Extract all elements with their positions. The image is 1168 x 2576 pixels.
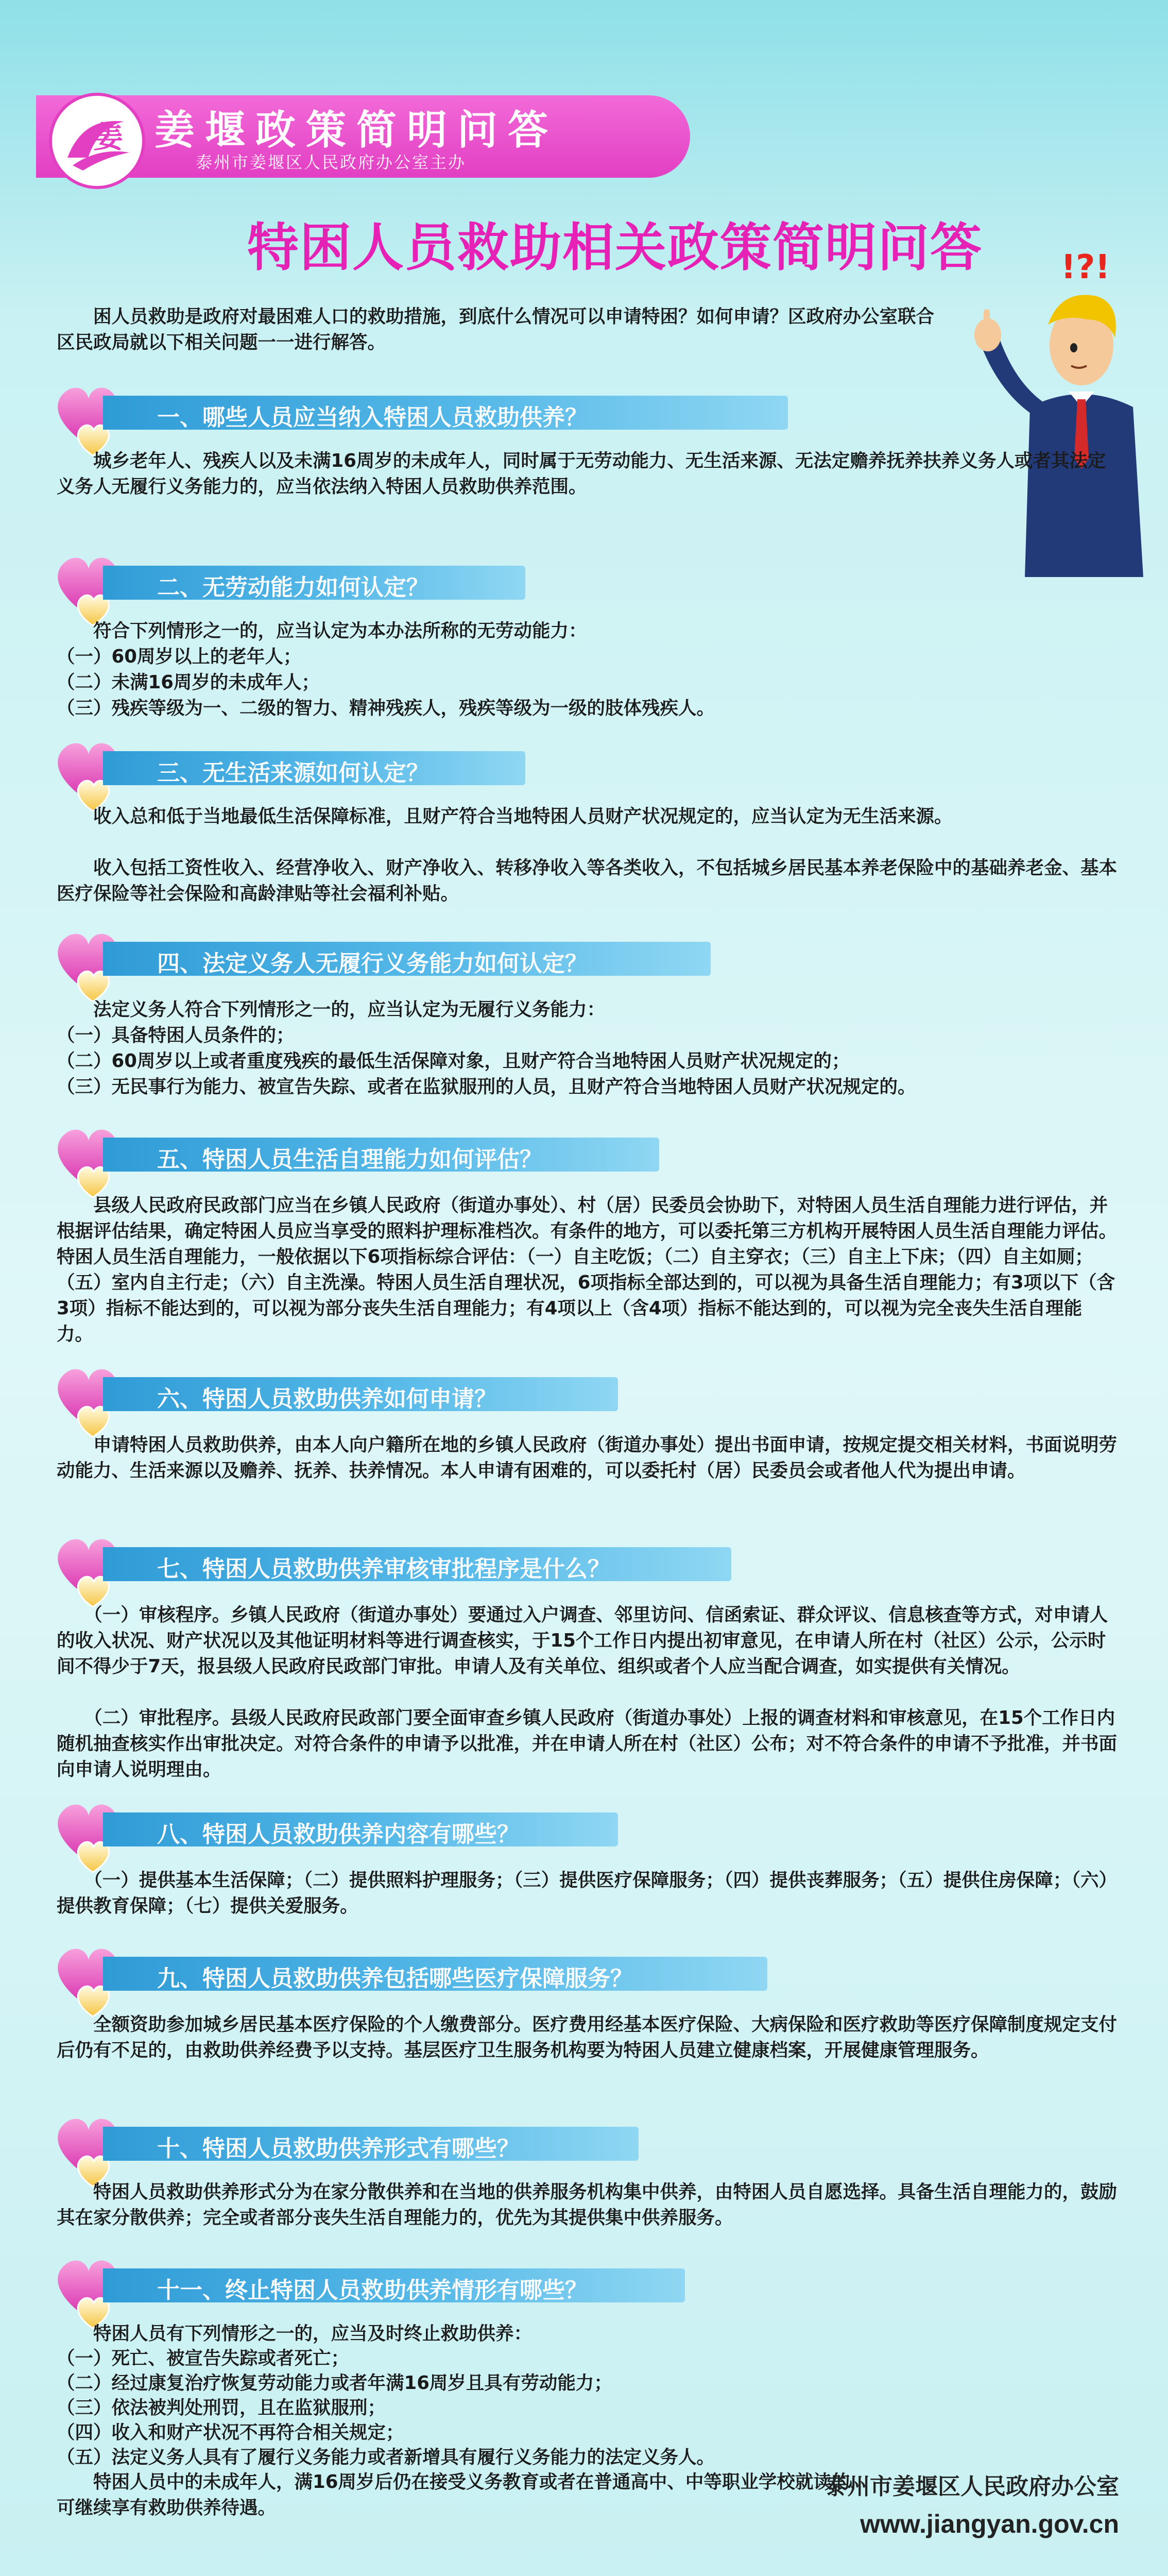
section-5-body: 县级人民政府民政部门应当在乡镇人民政府（街道办事处）、村（居）民委员会协助下，对特困人员生活自理能力进行评估，并根据评估结果，确定特困人员应当享受的照料护理标准档次。有条件的地方，可以委托第三方机构开展特困人员生活自理能力评估。特困人员生活自理能力，一般依据以下6项指标综合评估：（一）自主吃饭；（二）自主穿衣；（三）自主上下床；（四）自主如厕；（五）室内自主行走；（六）自主洗澡。特困人员生活自理状况，6项指标全部达到的，可以视为具备生活自理能力；有3项以下（含3项）指标不能达到的，可以视为部分丧失生活自理能力；有4项以上（含4项）指标不能达到的，可以视为完全丧失生活自理能力。 [57, 1195, 1118, 1345]
section-2-item: （三）残疾等级为一、二级的智力、精神残疾人，残疾等级为一级的肢体残疾人。 [57, 698, 715, 719]
section-4-item: （三）无民事行为能力、被宣告失踪、或者在监狱服刑的人员，且财产符合当地特困人员财产状况规定的。 [57, 1076, 916, 1097]
section-8-body: （一）提供基本生活保障；（二）提供照料护理服务；（三）提供医疗保障服务；（四）提供丧葬服务；（五）提供住房保障；（六）提供教育保障；（七）提供关爱服务。 [57, 1870, 1118, 1917]
intro-paragraph: 困人员救助是政府对最困难人口的救助措施，到底什么情况可以申请特困？如何申请？区政府办公室联合区民政局就以下相关问题一一进行解答。 [57, 306, 935, 353]
section-2-item: （一）60周岁以上的老年人； [57, 646, 302, 667]
section-4-item: （一）具备特困人员条件的； [57, 1025, 295, 1046]
section-3-body: 收入总和低于当地最低生活保障标准，且财产符合当地特困人员财产状况规定的，应当认定为无生活来源。 [57, 806, 953, 827]
footer-organization: 泰州市姜堰区人民政府办公室 [825, 2473, 1119, 2500]
section-4-item: （二）60周岁以上或者重度残疾的最低生活保障对象，且财产符合当地特困人员财产状况规定的； [57, 1050, 850, 1072]
logo-icon [49, 93, 145, 189]
section-7-body: （二）审批程序。县级人民政府民政部门要全面审查乡镇人民政府（街道办事处）上报的调查材料和审核意见，在15个工作日内随机抽查核实作出审批决定。对符合条件的申请予以批准，并在申请人所在村（社区）公布；对不符合条件的申请不予批准，并书面向申请人说明理由。 [57, 1707, 1118, 1780]
banner-title: 姜堰政策简明问答 [154, 107, 559, 154]
section-11-body: 特困人员有下列情形之一的，应当及时终止救助供养： [57, 2323, 533, 2344]
section-2-body: 符合下列情形之一的，应当认定为本办法所称的无劳动能力： [57, 620, 587, 641]
page-title: 特困人员救助相关政策简明问答 [247, 217, 983, 278]
section-2-item: （二）未满16周岁的未成年人； [57, 672, 320, 693]
section-4-body: 法定义务人符合下列情形之一的，应当认定为无履行义务能力： [57, 999, 606, 1020]
exclaim-question-icon: !?! [1061, 248, 1110, 286]
section-7-body: （一）审核程序。乡镇人民政府（街道办事处）要通过入户调查、邻里访问、信函索证、群众评议、信息核查等方式，对申请人的收入状况、财产状况以及其他证明材料等进行调查核实，于15个工作日内提出初审意见，在申请人所在村（社区）公示，公示时间不得少于7天，报县级人民政府民政部门审批。申请人及有关单位、组织或者个人应当配合调查，如实提供有关情况。 [57, 1604, 1108, 1677]
section-11-item: （三）依法被判处刑罚，且在监狱服刑； [57, 2397, 386, 2418]
section-1-body: 城乡老年人、残疾人以及未满16周岁的未成年人，同时属于无劳动能力、无生活来源、无法定赡养抚养扶养义务人或者其法定义务人无履行义务能力的，应当依法纳入特困人员救助供养范围。 [57, 450, 1106, 497]
section-11-item: （一）死亡、被宣告失踪或者死亡； [57, 2348, 350, 2369]
section-3-body: 收入包括工资性收入、经营净收入、财产净收入、转移净收入等各类收入，不包括城乡居民基本养老保险中的基础养老金、基本医疗保险等社会保险和高龄津贴等社会福利补贴。 [57, 857, 1118, 904]
footer-website-link[interactable]: www.jiangyan.gov.cn [860, 2510, 1119, 2538]
section-11-item: （二）经过康复治疗恢复劳动能力或者年满16周岁且具有劳动能力； [57, 2372, 612, 2394]
section-9-body: 全额资助参加城乡居民基本医疗保险的个人缴费部分。医疗费用经基本医疗保险、大病保险和医疗救助等医疗保障制度规定支付后仍有不足的，由救助供养经费予以支持。基层医疗卫生服务机构要为特困人员建立健康档案，开展健康管理服务。 [57, 2014, 1118, 2061]
thinking-man-illustration [942, 237, 1148, 577]
banner-subtitle: 泰州市姜堰区人民政府办公室主办 [196, 152, 467, 172]
section-11-item: （四）收入和财产状况不再符合相关规定； [57, 2422, 404, 2443]
section-6-body: 申请特困人员救助供养，由本人向户籍所在地的乡镇人民政府（街道办事处）提出书面申请，按规定提交相关材料，书面说明劳动能力、生活来源以及赡养、抚养、扶养情况。本人申请有困难的，可以委托村（居）民委员会或者他人代为提出申请。 [57, 1434, 1118, 1481]
section-10-body: 特困人员救助供养形式分为在家分散供养和在当地的供养服务机构集中供养，由特困人员自愿选择。具备生活自理能力的，鼓励其在家分散供养；完全或者部分丧失生活自理能力的，优先为其提供集中供养服务。 [57, 2181, 1118, 2228]
section-11-body: 特困人员中的未成年人，满16周岁后仍在接受义务教育或者在普通高中、中等职业学校就读的，可继续享有救助供养待遇。 [57, 2471, 868, 2518]
logo-text: 姜 [93, 120, 124, 155]
section-11-item: （五）法定义务人具有了履行义务能力或者新增具有履行义务能力的法定义务人。 [57, 2447, 715, 2468]
